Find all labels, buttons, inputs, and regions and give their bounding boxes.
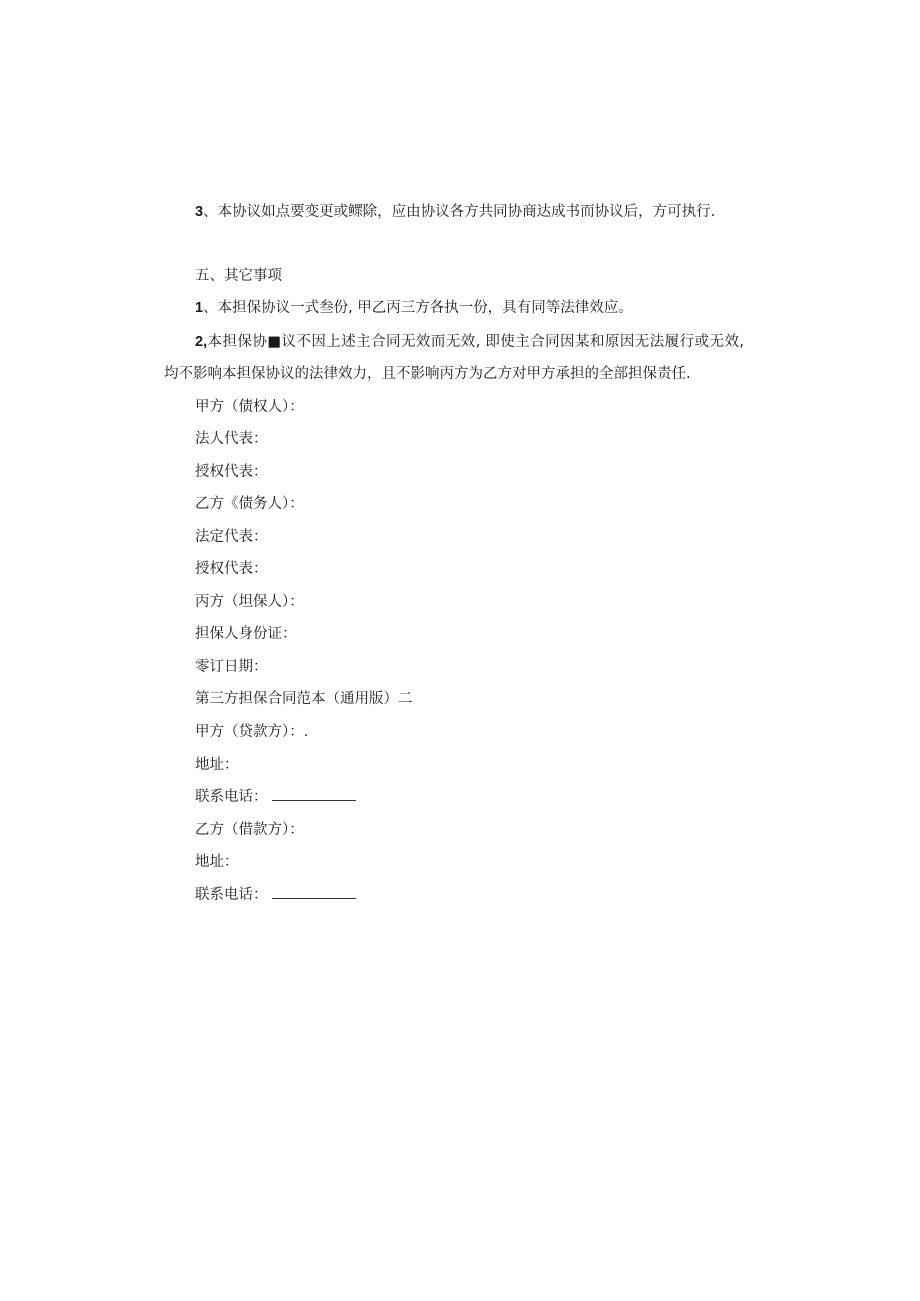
section-5-heading: 五、其它事项 <box>195 268 282 284</box>
borrower-phone-row <box>195 884 356 906</box>
party-c-label: 丙方（坦保人）： <box>195 594 304 610</box>
lender-phone-label: 联系电话： <box>195 789 268 805</box>
borrower-address-label: 地址： <box>195 854 239 870</box>
party-b-auth-rep-label: 授权代表： <box>195 561 268 577</box>
clause-3-number: 3 <box>195 204 204 220</box>
lender-address-label: 地址： <box>195 757 239 773</box>
clause-2-number: 2, <box>195 334 208 350</box>
clause-2 <box>164 326 744 390</box>
party-a-auth-rep-label: 授权代表： <box>195 464 268 480</box>
party-b-legal-rep-label: 法定代表： <box>195 529 268 545</box>
lender-phone-blank <box>272 786 356 801</box>
sign-date-label: 零订日期： <box>195 659 268 675</box>
lender-label: 甲方（贷款方）：. <box>195 724 309 740</box>
clause-3 <box>164 196 744 228</box>
guarantor-id-label: 担保人身份证： <box>195 626 297 642</box>
party-a-label: 甲方（债权人）： <box>195 399 304 415</box>
clause-1 <box>195 297 633 319</box>
party-a-legal-rep-label: 法人代表： <box>195 431 268 447</box>
clause-1-number: 1 <box>195 300 204 316</box>
borrower-phone-blank <box>272 884 356 899</box>
borrower-phone-label: 联系电话： <box>195 887 268 903</box>
borrower-label: 乙方（借款方）： <box>195 822 304 838</box>
clause-1-text: 、本担保协议一式叁份, 甲乙丙三方各执一份，具有同等法律效应。 <box>203 300 633 316</box>
clause-3-text: 、本协议如点要变更或鳏除，应由协议各方共同协商达成书而协议后，方可执行. <box>203 204 716 220</box>
lender-phone-row <box>195 786 356 808</box>
template-2-title: 第三方担保合同范本（通用版）二 <box>195 691 413 707</box>
clause-2-text: 本担保协■议不因上述主合同无效而无效, 即使主合同因某和原因无法履行或无效, 均不影响本担保协议的法律效力，且不影响丙方为乙方对甲方承担的全部担保责任. <box>164 334 744 382</box>
party-b-label: 乙方《债务人）： <box>195 496 304 512</box>
